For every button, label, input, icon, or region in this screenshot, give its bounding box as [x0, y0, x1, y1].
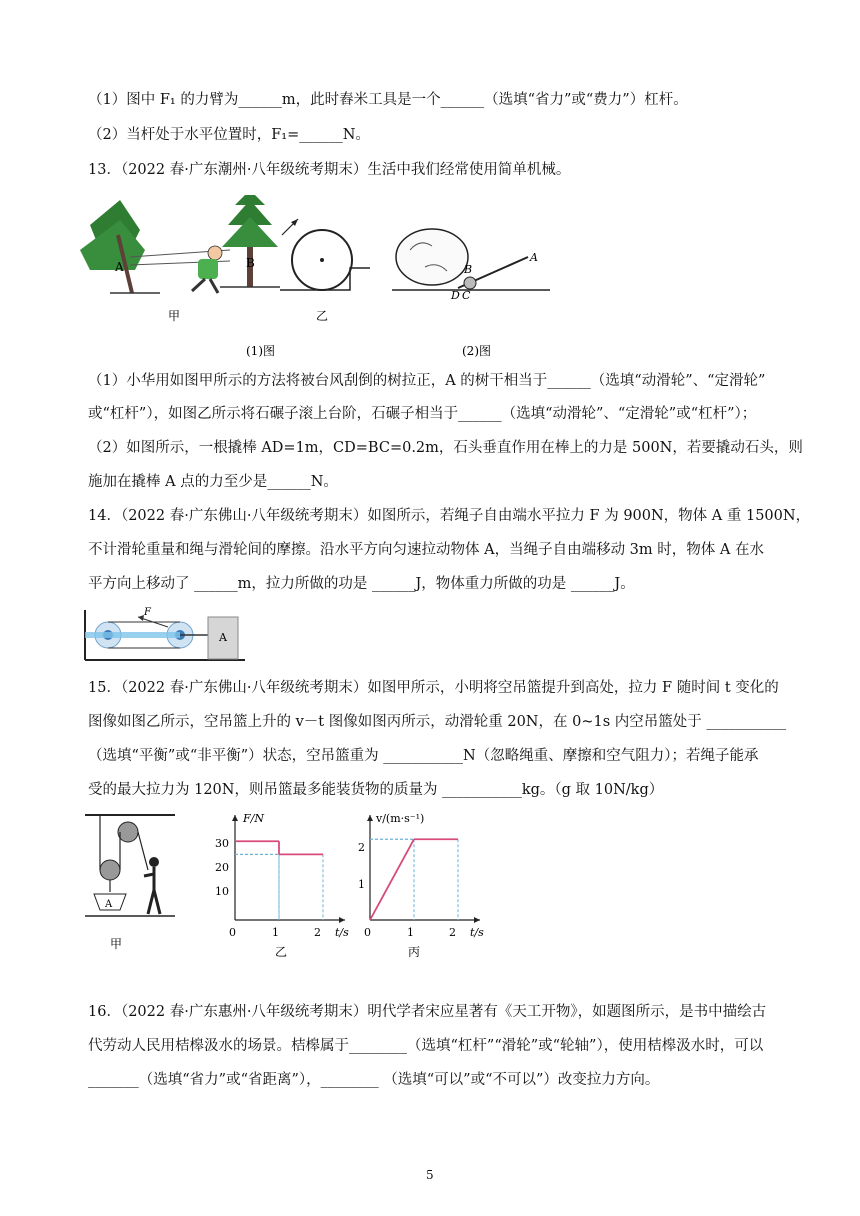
- label-b: B: [246, 256, 255, 270]
- cap-jia-13: 甲: [168, 309, 181, 323]
- xtick-v-1: 1: [407, 926, 414, 939]
- v-line-segment-0: [370, 839, 414, 920]
- q14-line3: 平方向上移动了 ______m，拉力所做的功是 ______J，物体重力所做的功是 ______J。: [88, 576, 635, 592]
- ylabel-f: F/N: [243, 812, 264, 825]
- rod-d: D: [451, 289, 460, 302]
- q13-part1-a: （1）小华用如图甲所示的方法将被台风刮倒的树拉正，A 的树干相当于______（选填“动滑轮”、“定滑轮”: [88, 373, 766, 389]
- label-a: A: [115, 260, 124, 274]
- cap-fig2: (2)图: [462, 344, 491, 358]
- q16-line2: 代劳动人民用桔槔汲水的场景。桔槔属于________（选填“杠杆”“滑轮”或“轮轴”），使用桔槔汲水时，可以: [88, 1038, 764, 1054]
- block-a: A: [219, 631, 227, 644]
- q16-line3: _______（选填“省力”或“省距离”），________ （选填“可以”或“不可以”）改变拉力方向。: [88, 1072, 660, 1088]
- tree-right-icon: [220, 195, 280, 287]
- q12-part2: （2）当杆处于水平位置时，F₁=______N。: [88, 127, 370, 143]
- cap-yi-15: 乙: [275, 945, 288, 959]
- q13-part2-b: 施加在撬棒 A 点的力至少是______N。: [88, 474, 338, 490]
- xtick-0: 0: [229, 926, 236, 939]
- basket-a: A: [105, 899, 113, 910]
- cap-yi-13: 乙: [316, 309, 329, 323]
- q13-figure: [80, 195, 580, 365]
- q14-line2: 不计滑轮重量和绳与滑轮间的摩擦。沿水平方向匀速拉动物体 A，当绳子自由端移动 3m 时，物体 A 在水: [88, 542, 764, 558]
- q15-line4: 受的最大拉力为 120N，则吊篮最多能装货物的质量为 ___________kg。（g 取 10N/kg）: [88, 782, 664, 798]
- q12-part1: （1）图中 F₁ 的力臂为______m，此时舂米工具是一个______（选填“省力”或“费力”）杠杆。: [88, 92, 688, 108]
- q16-line1: 16．（2022 春·广东惠州·八年级统考期末）明代学者宋应星著有《天工开物》，如题图所示，是书中描绘古: [88, 1004, 767, 1020]
- q15-line2: 图像如图乙所示，空吊篮上升的 v－t 图像如图丙所示，动滑轮重 20N，在 0~1s 内空吊篮处于 ___________: [88, 714, 787, 730]
- cap-jia-15: 甲: [110, 937, 123, 951]
- xlabel-t-v: t/s: [470, 926, 484, 939]
- q13-stem: 13．（2022 春·广东潮州·八年级统考期末）生活中我们经常使用简单机械。: [88, 162, 571, 178]
- xtick-v-2: 2: [449, 926, 456, 939]
- q13-part2-a: （2）如图所示，一根撬棒 AD=1m，CD=BC=0.2m，石头垂直作用在棒上的力是 500N，若要撬动石头，则: [88, 440, 803, 456]
- label-f: F: [144, 607, 151, 618]
- ylabel-v: v/(m·s⁻¹): [376, 812, 425, 825]
- ytick-v-1: 1: [358, 878, 365, 891]
- rock-lever-icon: [392, 229, 550, 290]
- q14-line1: 14．（2022 春·广东佛山·八年级统考期末）如图所示，若绳子自由端水平拉力 F 为 900N，物体 A 重 1500N，: [88, 508, 811, 524]
- chart-f-t: [215, 812, 349, 939]
- cap-bing-15: 丙: [408, 945, 421, 959]
- cap-fig1: (1)图: [246, 344, 275, 358]
- ytick-v-2: 2: [358, 841, 365, 854]
- page-number: 5: [426, 1168, 434, 1182]
- chart-v-t: [358, 812, 484, 939]
- pulley-system-icon: [85, 815, 175, 916]
- person-pulling-icon: [192, 246, 222, 293]
- rod-a: A: [530, 251, 538, 264]
- xtick-v-0: 0: [364, 926, 371, 939]
- xtick-1: 1: [272, 926, 279, 939]
- rod-c: C: [462, 289, 471, 302]
- ytick-20: 20: [215, 861, 229, 874]
- q15-line1: 15．（2022 春·广东佛山·八年级统考期末）如图甲所示，小明将空吊篮提升到高处，拉力 F 随时间 t 变化的: [88, 680, 779, 696]
- ytick-10: 10: [215, 885, 229, 898]
- q15-line3: （选填“平衡”或“非平衡”）状态，空吊篮重为 ___________N（忽略绳重、摩擦和空气阻力）；若绳子能承: [88, 748, 759, 764]
- tree-left-icon: [80, 200, 160, 293]
- ytick-30: 30: [215, 837, 229, 850]
- q14-figure: [80, 605, 250, 665]
- rod-b: B: [464, 263, 473, 276]
- q15-figure: [80, 810, 500, 960]
- xtick-2: 2: [314, 926, 321, 939]
- xlabel-t: t/s: [335, 926, 349, 939]
- roller-icon: [280, 219, 370, 290]
- q13-part1-b: 或“杠杆”），如图乙所示将石碾子滚上台阶，石碾子相当于______（选填“动滑轮”、“定滑轮”或“杠杆”）；: [88, 406, 757, 422]
